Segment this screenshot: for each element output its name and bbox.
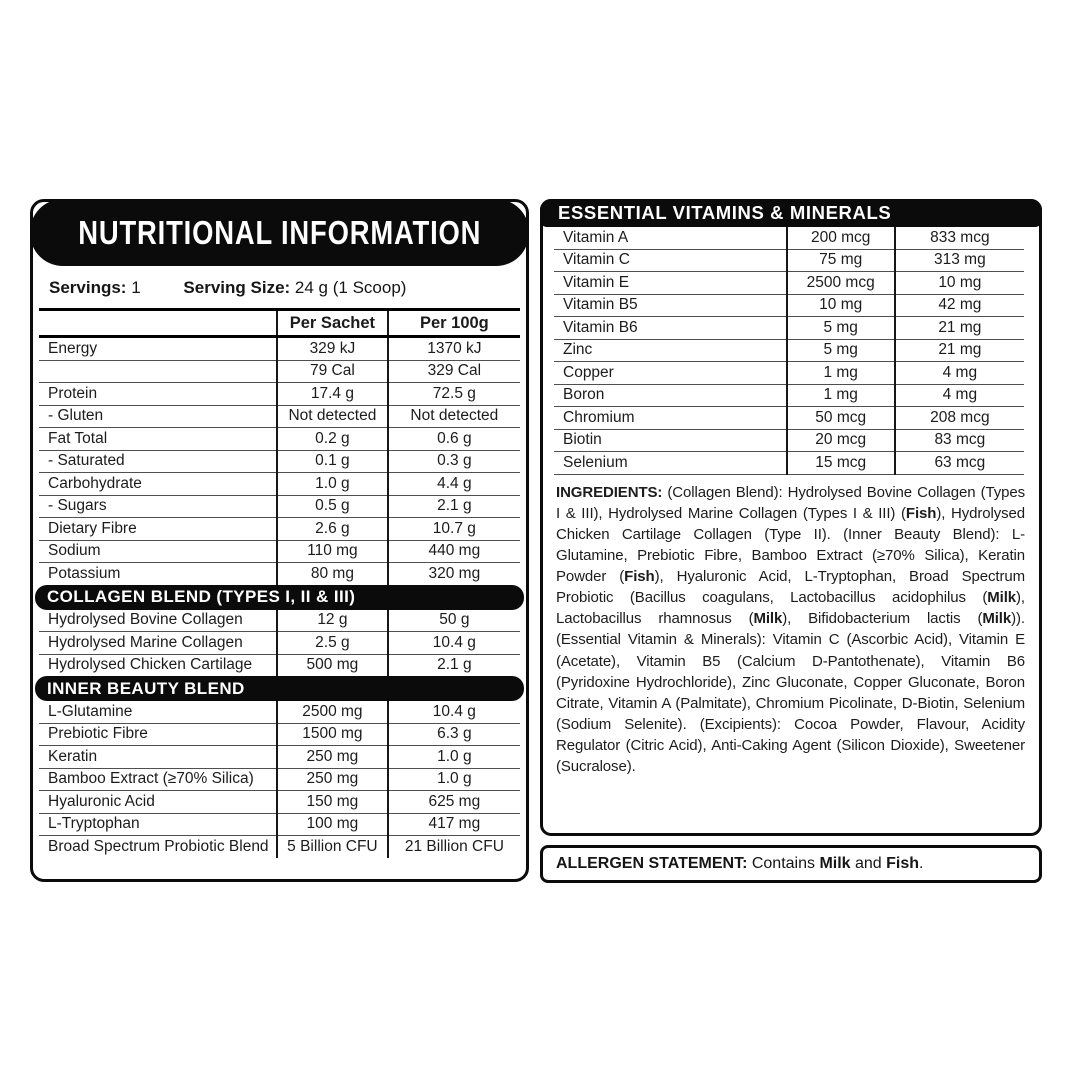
table-row xyxy=(39,337,520,361)
bold-text-segment: Milk xyxy=(982,610,1012,628)
allergen-statement-box xyxy=(540,845,1042,883)
table-cell: - Sugars xyxy=(39,495,277,518)
table-cell: 10.4 g xyxy=(388,632,520,655)
table-cell: 0.3 g xyxy=(388,450,520,473)
table-cell: Vitamin B5 xyxy=(554,294,787,317)
ingredients-paragraph xyxy=(556,482,1025,778)
table-cell: 833 mcg xyxy=(895,227,1024,249)
table-row xyxy=(39,654,520,676)
table-cell: 100 mg xyxy=(277,813,388,836)
table-row xyxy=(554,249,1024,272)
vitamins-minerals-panel xyxy=(540,199,1042,836)
inner-beauty-blend-section-header xyxy=(35,676,524,701)
table-cell: 1500 mg xyxy=(277,723,388,746)
allergen-statement-text xyxy=(556,855,924,873)
text-segment: Contains xyxy=(751,855,820,872)
table-cell: Zinc xyxy=(554,339,787,362)
bold-text-segment: INGREDIENTS: xyxy=(556,483,668,501)
table-cell: 4 mg xyxy=(895,362,1024,385)
table-row xyxy=(39,405,520,428)
vitamins-minerals-tablewrap xyxy=(554,227,1024,475)
serving-size-value: 24 g (1 Scoop) xyxy=(294,278,407,297)
nutritional-information-panel xyxy=(30,199,529,882)
table-cell: Copper xyxy=(554,362,787,385)
table-cell: 75 mg xyxy=(787,249,895,272)
table-cell: 5 mg xyxy=(787,339,895,362)
table-cell: Keratin xyxy=(39,746,277,769)
table-cell: 10.4 g xyxy=(388,701,520,723)
table-row xyxy=(39,563,520,585)
table-cell: 208 mcg xyxy=(895,407,1024,430)
inner-beauty-blend-table xyxy=(39,701,520,858)
table-cell: 2.1 g xyxy=(388,654,520,676)
bold-text-segment: Milk xyxy=(819,855,851,872)
table-row xyxy=(554,452,1024,475)
table-row xyxy=(554,317,1024,340)
table-cell: 10 mg xyxy=(895,272,1024,295)
table-cell: 250 mg xyxy=(277,768,388,791)
table-cell: 0.2 g xyxy=(277,428,388,451)
table-cell: 0.5 g xyxy=(277,495,388,518)
table-row xyxy=(39,768,520,791)
table-row xyxy=(39,723,520,746)
text-segment: )). (Essential Vitamin & Minerals): Vitamin C (Ascorbic Acid), Vitamin E (Acetate), Vitamin B5 (Calcium D-Pantothenate), Vitamin B6 (Pyridoxine Hydrochloride), Zinc Gluconate, Copper Gluconate, Boron Citrate, Vitamin A (Palmitate), Chromium Picolinate, D-Biotin, Selenium (Sodium Selenite). (Excipients): Cocoa Powder, Flavour, Acidity Regulator (Citric Acid), Anti-Caking Agent (Silicon Dioxide), Sweetener (Sucralose). xyxy=(556,610,1025,776)
table-cell: 17.4 g xyxy=(277,383,388,406)
table-cell: Vitamin B6 xyxy=(554,317,787,340)
table-row xyxy=(39,540,520,563)
table-cell: 80 mg xyxy=(277,563,388,585)
table-row xyxy=(39,383,520,406)
table-cell: 150 mg xyxy=(277,791,388,814)
table-cell: Dietary Fibre xyxy=(39,518,277,541)
column-header-empty xyxy=(39,310,277,337)
table-cell: - Gluten xyxy=(39,405,277,428)
table-cell: 1 mg xyxy=(787,362,895,385)
text-segment: . xyxy=(919,855,924,872)
table-cell: Hydrolysed Chicken Cartilage xyxy=(39,654,277,676)
table-cell: 320 mg xyxy=(388,563,520,585)
table-cell: 42 mg xyxy=(895,294,1024,317)
table-row xyxy=(39,610,520,632)
text-segment: ), Bifidobacterium lactis ( xyxy=(782,610,983,628)
table-cell: 0.1 g xyxy=(277,450,388,473)
table-cell: Not detected xyxy=(388,405,520,428)
table-row xyxy=(39,360,520,383)
table-cell: 440 mg xyxy=(388,540,520,563)
table-cell: 10 mg xyxy=(787,294,895,317)
serving-size-label: Serving Size: xyxy=(183,278,291,297)
table-row xyxy=(39,428,520,451)
table-cell: 6.3 g xyxy=(388,723,520,746)
table-cell: 0.6 g xyxy=(388,428,520,451)
table-cell: Potassium xyxy=(39,563,277,585)
table-cell: Fat Total xyxy=(39,428,277,451)
table-row xyxy=(39,701,520,723)
table-row xyxy=(554,227,1024,249)
table-cell: 12 g xyxy=(277,610,388,632)
table-row xyxy=(554,272,1024,295)
table-row xyxy=(554,362,1024,385)
table-row xyxy=(554,384,1024,407)
table-cell: Energy xyxy=(39,337,277,361)
text-segment: (Collagen Blend): Hydrolysed Bovine Collagen (Types I & III), Hydrolysed Marine Collagen (Types I & III) ( xyxy=(556,483,1026,522)
table-cell: L-Glutamine xyxy=(48,702,133,720)
nutritional-information-title: NUTRITIONAL INFORMATION xyxy=(77,213,482,251)
table-row xyxy=(554,339,1024,362)
table-cell: 329 Cal xyxy=(388,360,520,383)
table-cell: 4 mg xyxy=(895,384,1024,407)
table-cell: 2500 mg xyxy=(277,701,388,723)
table-cell: 2.1 g xyxy=(388,495,520,518)
table-cell: Protein xyxy=(39,383,277,406)
bold-text-segment: Fish xyxy=(624,568,655,586)
table-cell: 15 mcg xyxy=(787,452,895,475)
table-cell: 83 mcg xyxy=(895,429,1024,452)
table-cell: 417 mg xyxy=(388,813,520,836)
table-cell: - Saturated xyxy=(39,450,277,473)
table-cell: 50 mcg xyxy=(787,407,895,430)
table-cell: 50 g xyxy=(388,610,520,632)
table-row xyxy=(39,450,520,473)
table-cell: 21 Billion CFU xyxy=(388,836,520,858)
table-cell: Hyaluronic Acid xyxy=(39,791,277,814)
table-row xyxy=(554,294,1024,317)
inner-beauty-blend-section-title: INNER BEAUTY BLEND xyxy=(47,678,245,698)
table-row xyxy=(39,791,520,814)
table-cell: Carbohydrate xyxy=(39,473,277,496)
table-cell: 5 mg xyxy=(787,317,895,340)
column-header-row xyxy=(39,310,520,337)
text-segment: and xyxy=(850,855,887,872)
table-row xyxy=(39,836,520,858)
table-cell: 329 kJ xyxy=(277,337,388,361)
bold-text-segment: Fish xyxy=(905,504,937,522)
table-cell: Not detected xyxy=(277,405,388,428)
table-cell: 10.7 g xyxy=(388,518,520,541)
table-cell: Chromium xyxy=(554,407,787,430)
nutritional-information-header xyxy=(30,199,529,266)
table-row xyxy=(554,429,1024,452)
servings-value: 1 xyxy=(131,278,141,297)
table-cell: 21 mg xyxy=(895,317,1024,340)
table-cell: 72.5 g xyxy=(388,383,520,406)
table-cell: Hydrolysed Marine Collagen xyxy=(39,632,277,655)
table-cell: 1.0 g xyxy=(388,768,520,791)
table-cell: Biotin xyxy=(554,429,787,452)
table-cell: 1.0 g xyxy=(388,746,520,769)
collagen-blend-section-header xyxy=(35,585,524,610)
table-cell: L-Tryptophan xyxy=(39,813,277,836)
table-cell: 63 mcg xyxy=(895,452,1024,475)
table-cell: Hydrolysed Bovine Collagen xyxy=(48,611,243,629)
vitamins-minerals-table xyxy=(554,227,1024,475)
table-row xyxy=(39,495,520,518)
table-cell: 1 mg xyxy=(787,384,895,407)
table-cell: Sodium xyxy=(39,540,277,563)
table-row xyxy=(39,518,520,541)
column-header-per-100g: Per 100g xyxy=(388,310,520,337)
table-cell: Boron xyxy=(554,384,787,407)
nutrition-main-table xyxy=(39,308,520,585)
table-cell: Prebiotic Fibre xyxy=(39,723,277,746)
column-header-per-sachet: Per Sachet xyxy=(277,310,388,337)
table-cell: Broad Spectrum Probiotic Blend xyxy=(39,836,277,858)
table-cell: 79 Cal xyxy=(277,360,388,383)
table-cell: 625 mg xyxy=(388,791,520,814)
table-cell: 2.6 g xyxy=(277,518,388,541)
text-segment: ), Hyaluronic Acid, L-Tryptophan, Broad Spectrum Probiotic (Bacillus coagulans, Lactobacillus acidophilus ( xyxy=(556,568,1025,607)
table-cell: 20 mcg xyxy=(787,429,895,452)
bold-text-segment: Milk xyxy=(987,589,1017,607)
table-cell: Vitamin C xyxy=(554,249,787,272)
bold-text-segment: Milk xyxy=(753,610,783,628)
table-cell xyxy=(39,360,277,383)
table-cell: 2500 mcg xyxy=(787,272,895,295)
table-cell: 1.0 g xyxy=(277,473,388,496)
table-row xyxy=(39,473,520,496)
table-cell: Vitamin A xyxy=(563,228,629,246)
table-cell: Bamboo Extract (≥70% Silica) xyxy=(39,768,277,791)
table-row xyxy=(39,632,520,655)
table-cell: Selenium xyxy=(554,452,787,475)
table-row xyxy=(39,813,520,836)
nutrition-tables xyxy=(39,308,520,858)
bold-text-segment: Fish xyxy=(886,855,920,872)
collagen-blend-table xyxy=(39,610,520,677)
table-row xyxy=(39,746,520,769)
table-cell: 5 Billion CFU xyxy=(277,836,388,858)
servings-label: Servings: xyxy=(49,278,127,297)
vitamins-minerals-title: ESSENTIAL VITAMINS & MINERALS xyxy=(558,202,892,223)
table-cell: 110 mg xyxy=(277,540,388,563)
text-segment: ), Lactobacillus rhamnosus ( xyxy=(556,589,1025,628)
table-cell: 21 mg xyxy=(895,339,1024,362)
servings-line xyxy=(33,266,526,308)
table-cell: 4.4 g xyxy=(388,473,520,496)
table-cell: Vitamin E xyxy=(554,272,787,295)
table-cell: 1370 kJ xyxy=(388,337,520,361)
table-cell: 2.5 g xyxy=(277,632,388,655)
table-cell: 250 mg xyxy=(277,746,388,769)
vitamins-minerals-header xyxy=(540,199,1042,227)
bold-text-segment: ALLERGEN STATEMENT: xyxy=(556,855,752,872)
table-row xyxy=(554,407,1024,430)
collagen-blend-section-title: COLLAGEN BLEND (TYPES I, II & III) xyxy=(47,587,356,606)
text-segment: ), Hydrolysed Chicken Cartilage Collagen (Type II). (Inner Beauty Blend): L-Glutamine, Prebiotic Fibre, Bamboo Extract (≥70% Silica), Keratin Powder ( xyxy=(556,504,1025,586)
table-cell: 313 mg xyxy=(895,249,1024,272)
table-cell: 200 mcg xyxy=(787,227,895,249)
table-cell: 500 mg xyxy=(277,654,388,676)
